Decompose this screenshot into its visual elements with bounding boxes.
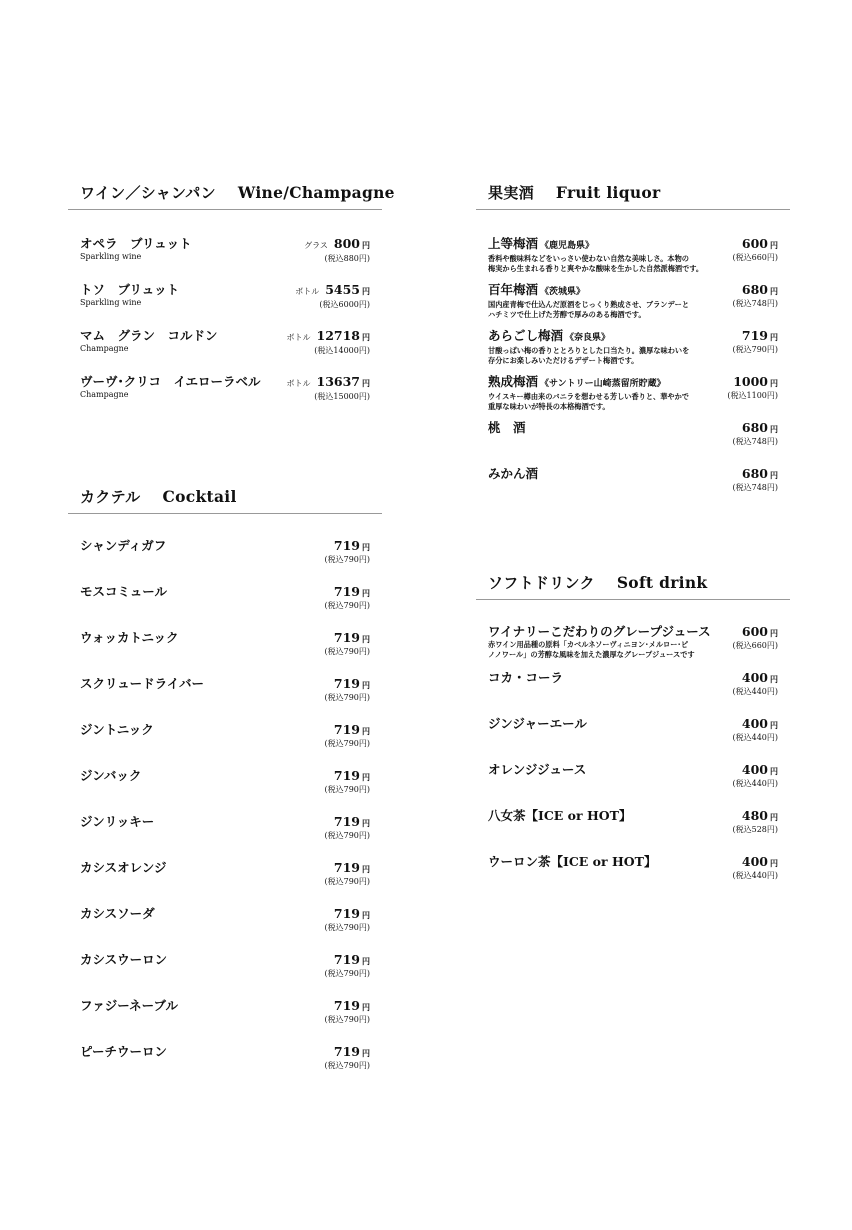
yen-unit: 円 [770, 720, 778, 730]
item-price: 13637 [316, 374, 360, 389]
item-tax: (税込440円) [732, 733, 778, 742]
item-price: 680 [741, 466, 768, 481]
yen-unit: 円 [770, 378, 778, 388]
item-tax: (税込528円) [732, 825, 778, 834]
item-name: スクリュードライバー [80, 676, 205, 691]
item-sub: Sparkling wine [80, 252, 142, 261]
wine-list [68, 210, 382, 420]
item-price: 400 [741, 854, 768, 869]
item-region: 《茨城県》 [540, 287, 586, 297]
item-tax: (税込790円) [324, 785, 370, 794]
item-tax: (税込748円) [732, 483, 778, 492]
item-desc: 甘酸っぱい梅の香りととろりとした口当たり。濃厚な味わいを [488, 346, 690, 355]
yen-unit: 円 [362, 772, 370, 782]
item-sub: Champagne [80, 390, 129, 399]
yen-unit: 円 [362, 286, 370, 296]
list-item [488, 854, 778, 900]
item-desc: 赤ワイン用品種の原料「カベルネソーヴィニヨン･メルロー･ピ [488, 640, 689, 649]
item-tax: (税込440円) [732, 779, 778, 788]
item-tax: (税込790円) [324, 831, 370, 840]
list-item [80, 860, 370, 906]
list-item [488, 716, 778, 762]
yen-unit: 円 [362, 634, 370, 644]
item-tax: (税込1100円) [727, 391, 778, 400]
yen-unit: 円 [770, 286, 778, 296]
item-name: ピーチウーロン [80, 1044, 168, 1059]
item-tax: (税込790円) [324, 923, 370, 932]
cocktail-title-jp: カクテル [80, 488, 141, 506]
list-item [80, 584, 370, 630]
item-desc: 香料や酸味料などをいっさい使わない自然な美味しさ。本物の [488, 254, 689, 263]
wine-title-jp: ワイン／シャンパン [80, 184, 216, 202]
list-item [80, 768, 370, 814]
item-price: 400 [741, 762, 768, 777]
yen-unit: 円 [770, 812, 778, 822]
yen-unit: 円 [362, 1048, 370, 1058]
item-name: ヴーヴ･クリコ イエローラベル [80, 374, 261, 389]
item-price: 600 [741, 624, 768, 639]
item-name: 桃 酒 [488, 420, 526, 435]
soft-list [476, 600, 790, 900]
item-name: あらごし梅酒 [488, 328, 564, 343]
item-price: 1000 [733, 374, 768, 389]
list-item [488, 808, 778, 854]
yen-unit: 円 [770, 240, 778, 250]
list-item [488, 420, 778, 466]
yen-unit: 円 [770, 470, 778, 480]
item-tax: (税込14000円) [314, 346, 370, 355]
cocktail-list [68, 514, 382, 1090]
item-price: 400 [741, 670, 768, 685]
list-item [80, 952, 370, 998]
item-name: コカ・コーラ [488, 670, 564, 685]
yen-unit: 円 [770, 332, 778, 342]
item-price: 719 [333, 630, 360, 645]
yen-unit: 円 [362, 726, 370, 736]
item-desc: 国内産青梅で仕込んだ原酒をじっくり熟成させ、ブランデーと [488, 300, 690, 309]
item-unit: ボトル [286, 379, 311, 388]
soft-title-jp: ソフトドリンク [488, 574, 595, 592]
item-unit: ボトル [286, 333, 311, 342]
yen-unit: 円 [770, 766, 778, 776]
yen-unit: 円 [362, 332, 370, 342]
yen-unit: 円 [362, 588, 370, 598]
item-price: 719 [333, 952, 360, 967]
item-price: 480 [741, 808, 768, 823]
list-item [488, 670, 778, 716]
list-item [488, 762, 778, 808]
item-desc: 梅実から生まれる香りと爽やかな酸味を生かした自然派梅酒です。 [488, 263, 704, 273]
item-price: 719 [333, 538, 360, 553]
cocktail-title-en: Cocktail [162, 487, 237, 506]
item-desc: ノノワール」の芳醇な風味を加えた濃厚なグレープジュースです [488, 649, 695, 659]
list-item [80, 630, 370, 676]
item-tax: (税込790円) [324, 1061, 370, 1070]
list-item [488, 236, 778, 282]
item-price: 719 [741, 328, 768, 343]
item-name: オペラ ブリュット [80, 236, 192, 251]
wine-section [68, 182, 395, 420]
item-tax: (税込660円) [732, 641, 778, 650]
item-tax: (税込790円) [732, 345, 778, 354]
item-name: オレンジジュース [488, 762, 587, 777]
soft-title-en: Soft drink [616, 573, 708, 592]
item-tax: (税込790円) [324, 693, 370, 702]
item-tax: (税込660円) [732, 253, 778, 262]
item-price: 719 [333, 1044, 360, 1059]
list-item [80, 998, 370, 1044]
left-column [68, 182, 395, 1090]
item-name: ファジーネーブル [80, 998, 179, 1013]
yen-unit: 円 [770, 674, 778, 684]
item-name: モスコミュール [80, 584, 168, 599]
item-tax: (税込790円) [324, 739, 370, 748]
item-name: マム グラン コルドン [80, 328, 218, 343]
item-region: 《鹿児島県》 [540, 241, 595, 251]
yen-unit: 円 [362, 542, 370, 552]
item-price: 600 [741, 236, 768, 251]
list-item [80, 236, 370, 282]
item-price: 719 [333, 584, 360, 599]
list-item [488, 466, 778, 512]
soft-drink-section [476, 572, 790, 900]
item-sub: Sparkling wine [80, 298, 142, 307]
item-desc: 重厚な味わいが特長の本格梅酒です。 [488, 401, 610, 411]
item-name: トソ ブリュット [80, 282, 180, 297]
item-price: 719 [333, 906, 360, 921]
item-price: 719 [333, 768, 360, 783]
item-name: ウーロン茶【ICE or HOT】 [488, 854, 657, 869]
fruit-title-jp: 果実酒 [488, 184, 534, 202]
list-item [80, 1044, 370, 1090]
item-price: 400 [741, 716, 768, 731]
fruit-title-en: Fruit liquor [555, 183, 661, 202]
item-name: ジンリッキー [80, 814, 155, 829]
item-price: 5455 [325, 282, 360, 297]
item-name: ジンバック [80, 768, 142, 783]
item-tax: (税込790円) [324, 601, 370, 610]
item-price: 719 [333, 676, 360, 691]
yen-unit: 円 [770, 424, 778, 434]
wine-section-title [68, 182, 395, 210]
list-item [80, 538, 370, 584]
item-region: 《サントリー山崎蒸留所貯蔵》 [540, 379, 666, 389]
fruit-section-title [476, 182, 790, 210]
yen-unit: 円 [362, 910, 370, 920]
item-desc: ハチミツで仕上げた芳醇で厚みのある梅酒です。 [488, 309, 646, 319]
item-name: ジンジャーエール [488, 716, 587, 731]
item-sub: Champagne [80, 344, 129, 353]
yen-unit: 円 [362, 818, 370, 828]
item-price: 719 [333, 860, 360, 875]
cocktail-section [68, 486, 382, 1090]
fruit-liquor-section [476, 182, 790, 512]
item-tax: (税込440円) [732, 687, 778, 696]
item-name: シャンディガフ [80, 538, 167, 553]
item-unit: グラス [304, 241, 328, 250]
cocktail-section-title [68, 486, 382, 514]
yen-unit: 円 [770, 858, 778, 868]
item-name: ウォッカトニック [80, 630, 179, 645]
item-tax: (税込790円) [324, 555, 370, 564]
item-price: 12718 [316, 328, 360, 343]
item-tax: (税込748円) [732, 437, 778, 446]
yen-unit: 円 [362, 1002, 370, 1012]
yen-unit: 円 [362, 680, 370, 690]
item-tax: (税込6000円) [319, 300, 370, 309]
item-price: 800 [333, 236, 360, 251]
list-item [80, 282, 370, 328]
item-price: 719 [333, 814, 360, 829]
item-desc: ウイスキー樽由来のバニラを想わせる芳しい香りと、華やかで [488, 392, 689, 401]
yen-unit: 円 [362, 378, 370, 388]
list-item [488, 374, 778, 420]
item-price: 680 [741, 420, 768, 435]
item-name: ジントニック [80, 722, 154, 737]
yen-unit: 円 [362, 864, 370, 874]
item-tax: (税込790円) [324, 877, 370, 886]
item-tax: (税込790円) [324, 1015, 370, 1024]
item-name: カシスウーロン [80, 952, 168, 967]
item-name: カシスソーダ [80, 906, 155, 921]
item-price: 680 [741, 282, 768, 297]
item-tax: (税込790円) [324, 969, 370, 978]
item-region: 《奈良県》 [565, 333, 611, 343]
list-item [80, 814, 370, 860]
item-unit: ボトル [295, 287, 320, 296]
list-item [80, 722, 370, 768]
list-item [488, 282, 778, 328]
item-tax: (税込440円) [732, 871, 778, 880]
list-item [80, 374, 370, 420]
list-item [80, 328, 370, 374]
item-price: 719 [333, 998, 360, 1013]
item-name: 熟成梅酒 [488, 374, 539, 389]
yen-unit: 円 [770, 628, 778, 638]
item-name: みかん酒 [488, 466, 539, 481]
item-tax: (税込748円) [732, 299, 778, 308]
wine-title-en: Wine/Champagne [237, 183, 395, 202]
item-price: 719 [333, 722, 360, 737]
yen-unit: 円 [362, 956, 370, 966]
item-name: 八女茶【ICE or HOT】 [488, 808, 632, 823]
item-tax: (税込15000円) [314, 392, 370, 401]
item-tax: (税込880円) [324, 254, 370, 263]
item-name: ワイナリーこだわりのグレープジュース [488, 624, 711, 639]
list-item [80, 676, 370, 722]
fruit-list [476, 210, 790, 512]
soft-section-title [476, 572, 790, 600]
list-item [488, 328, 778, 374]
item-desc: 存分にお楽しみいただけるデザート梅酒です。 [488, 355, 639, 365]
item-name: 上等梅酒 [488, 236, 539, 251]
yen-unit: 円 [362, 240, 370, 250]
right-column [476, 182, 790, 900]
item-name: カシスオレンジ [80, 860, 167, 875]
list-item [80, 906, 370, 952]
item-name: 百年梅酒 [488, 282, 539, 297]
list-item [488, 624, 778, 670]
item-tax: (税込790円) [324, 647, 370, 656]
